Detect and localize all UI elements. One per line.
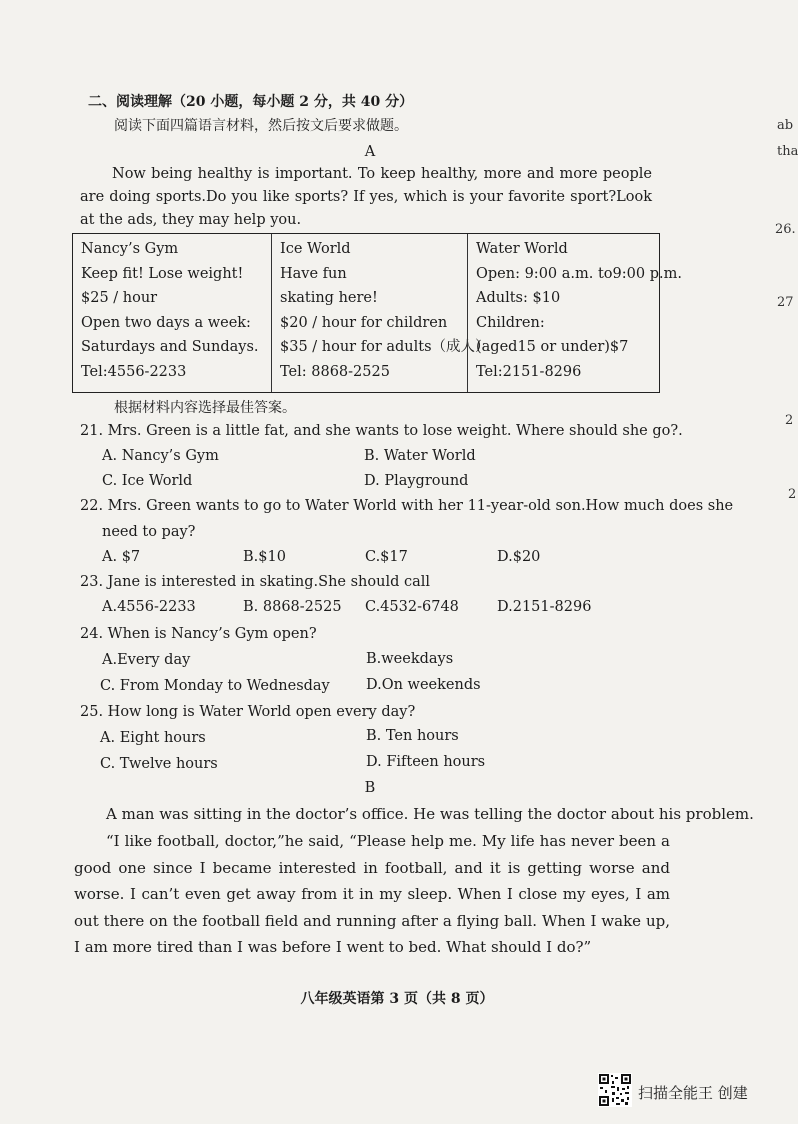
q25-option-a: A. Eight hours [100,730,206,746]
q24-option-c: C. From Monday to Wednesday [100,678,330,694]
question-24-stem: 24. When is Nancy’s Gym open? [80,626,317,642]
edge-fragment: 2 [785,413,794,428]
question-22-stem: 22. Mrs. Green wants to go to Water World with her 11-year-old son.How much does she [80,498,734,514]
scanner-watermark: 扫描全能王 创建 [638,1084,748,1102]
edge-fragment: 27 [777,295,794,310]
ad-line: Children: [476,314,545,331]
ad-ice-world [271,234,490,392]
q24-option-d: D.On weekends [366,677,481,693]
question-22-stem-cont: need to pay? [102,524,196,540]
passage-b-paragraph-2: “I like football, doctor,”he said, “Please help me. My life has never been a good one since I became interested in football, and it is getting worse and worse. I can’t even get away from it in my sleep. When I close my eyes, I am out there on the football field and running after a flying ball. When I wake up, I am more tired than I was before I went to bed. What should I do?” [74,832,670,956]
ad-line: Tel:2151-8296 [476,363,582,380]
edge-fragment: tha [777,144,798,159]
q23-option-d: D.2151-8296 [497,599,592,615]
ad-line: $20 / hour for children [280,314,448,331]
q22-option-c: C.$17 [365,549,408,565]
q21-option-d: D. Playground [364,473,469,489]
ad-line: Have fun [280,265,347,282]
question-21-stem: 21. Mrs. Green is a little fat, and she wants to lose weight. Where should she go?. [80,423,683,439]
ad-water-world [467,234,682,392]
ad-nancys-gym [73,234,271,392]
ad-line: (aged15 or under)$7 [476,339,629,355]
q24-option-b: B.weekdays [366,651,454,667]
passage-b-paragraph-1: A man was sitting in the doctor’s office. He was telling the doctor about his problem. [106,805,754,823]
ad-line: Tel:4556-2233 [81,363,187,380]
ad-line: Ice World [280,241,351,257]
q24-option-a: A.Every day [102,652,191,668]
q21-option-a: A. Nancy’s Gym [102,448,219,464]
ad-line: Saturdays and Sundays. [81,339,259,355]
qr-code-icon [598,1073,632,1107]
q25-option-b: B. Ten hours [366,728,459,744]
q21-option-c: C. Ice World [102,473,193,489]
q25-option-c: C. Twelve hours [100,756,218,772]
q21-option-b: B. Water World [364,448,476,464]
ads-table [72,233,682,393]
edge-fragment: ab [777,118,794,133]
ad-line: skating here! [280,290,378,306]
question-25-stem: 25. How long is Water World open every day? [80,704,416,720]
task-instruction: 根据材料内容选择最佳答案。 [114,400,296,416]
passage-a-intro: Now being healthy is important. To keep healthy, more and more people are doing sports.Do you like sports? If yes, which is your favorite sport?Look at the ads, they may help you. [80,166,652,228]
q23-option-b: B. 8868-2525 [243,599,342,615]
ad-line: Open: 9:00 a.m. to9:00 p.m. [476,265,682,282]
edge-fragment: 26. [775,222,796,237]
passage-a-letter: A [364,144,376,160]
ad-line: Adults: $10 [476,290,561,306]
section-heading: 二、阅读理解（20 小题，每小题 2 分，共 40 分） [88,94,414,110]
ad-line: Keep fit! Lose weight! [81,265,244,282]
q22-option-a: A. $7 [102,549,141,565]
section-instruction: 阅读下面四篇语言材料，然后按文后要求做题。 [114,118,408,134]
q23-option-a: A.4556-2233 [102,599,196,615]
question-23-stem: 23. Jane is interested in skating.She should call [80,574,431,590]
passage-b-letter: B [364,780,376,796]
ad-line: Nancy’s Gym [81,241,179,257]
ad-line: $35 / hour for adults（成人） [280,339,490,355]
ad-line: Water World [476,241,568,257]
ad-line: Tel: 8868-2525 [280,363,390,380]
ad-line: $25 / hour [81,290,158,306]
q25-option-d: D. Fifteen hours [366,754,486,770]
edge-fragment: 2 [788,487,797,502]
q22-option-d: D.$20 [497,549,541,565]
q23-option-c: C.4532-6748 [365,599,459,615]
ad-line: Open two days a week: [81,314,251,331]
page-footer: 八年级英语第 3 页（共 8 页） [300,991,494,1007]
q22-option-b: B.$10 [243,549,286,565]
